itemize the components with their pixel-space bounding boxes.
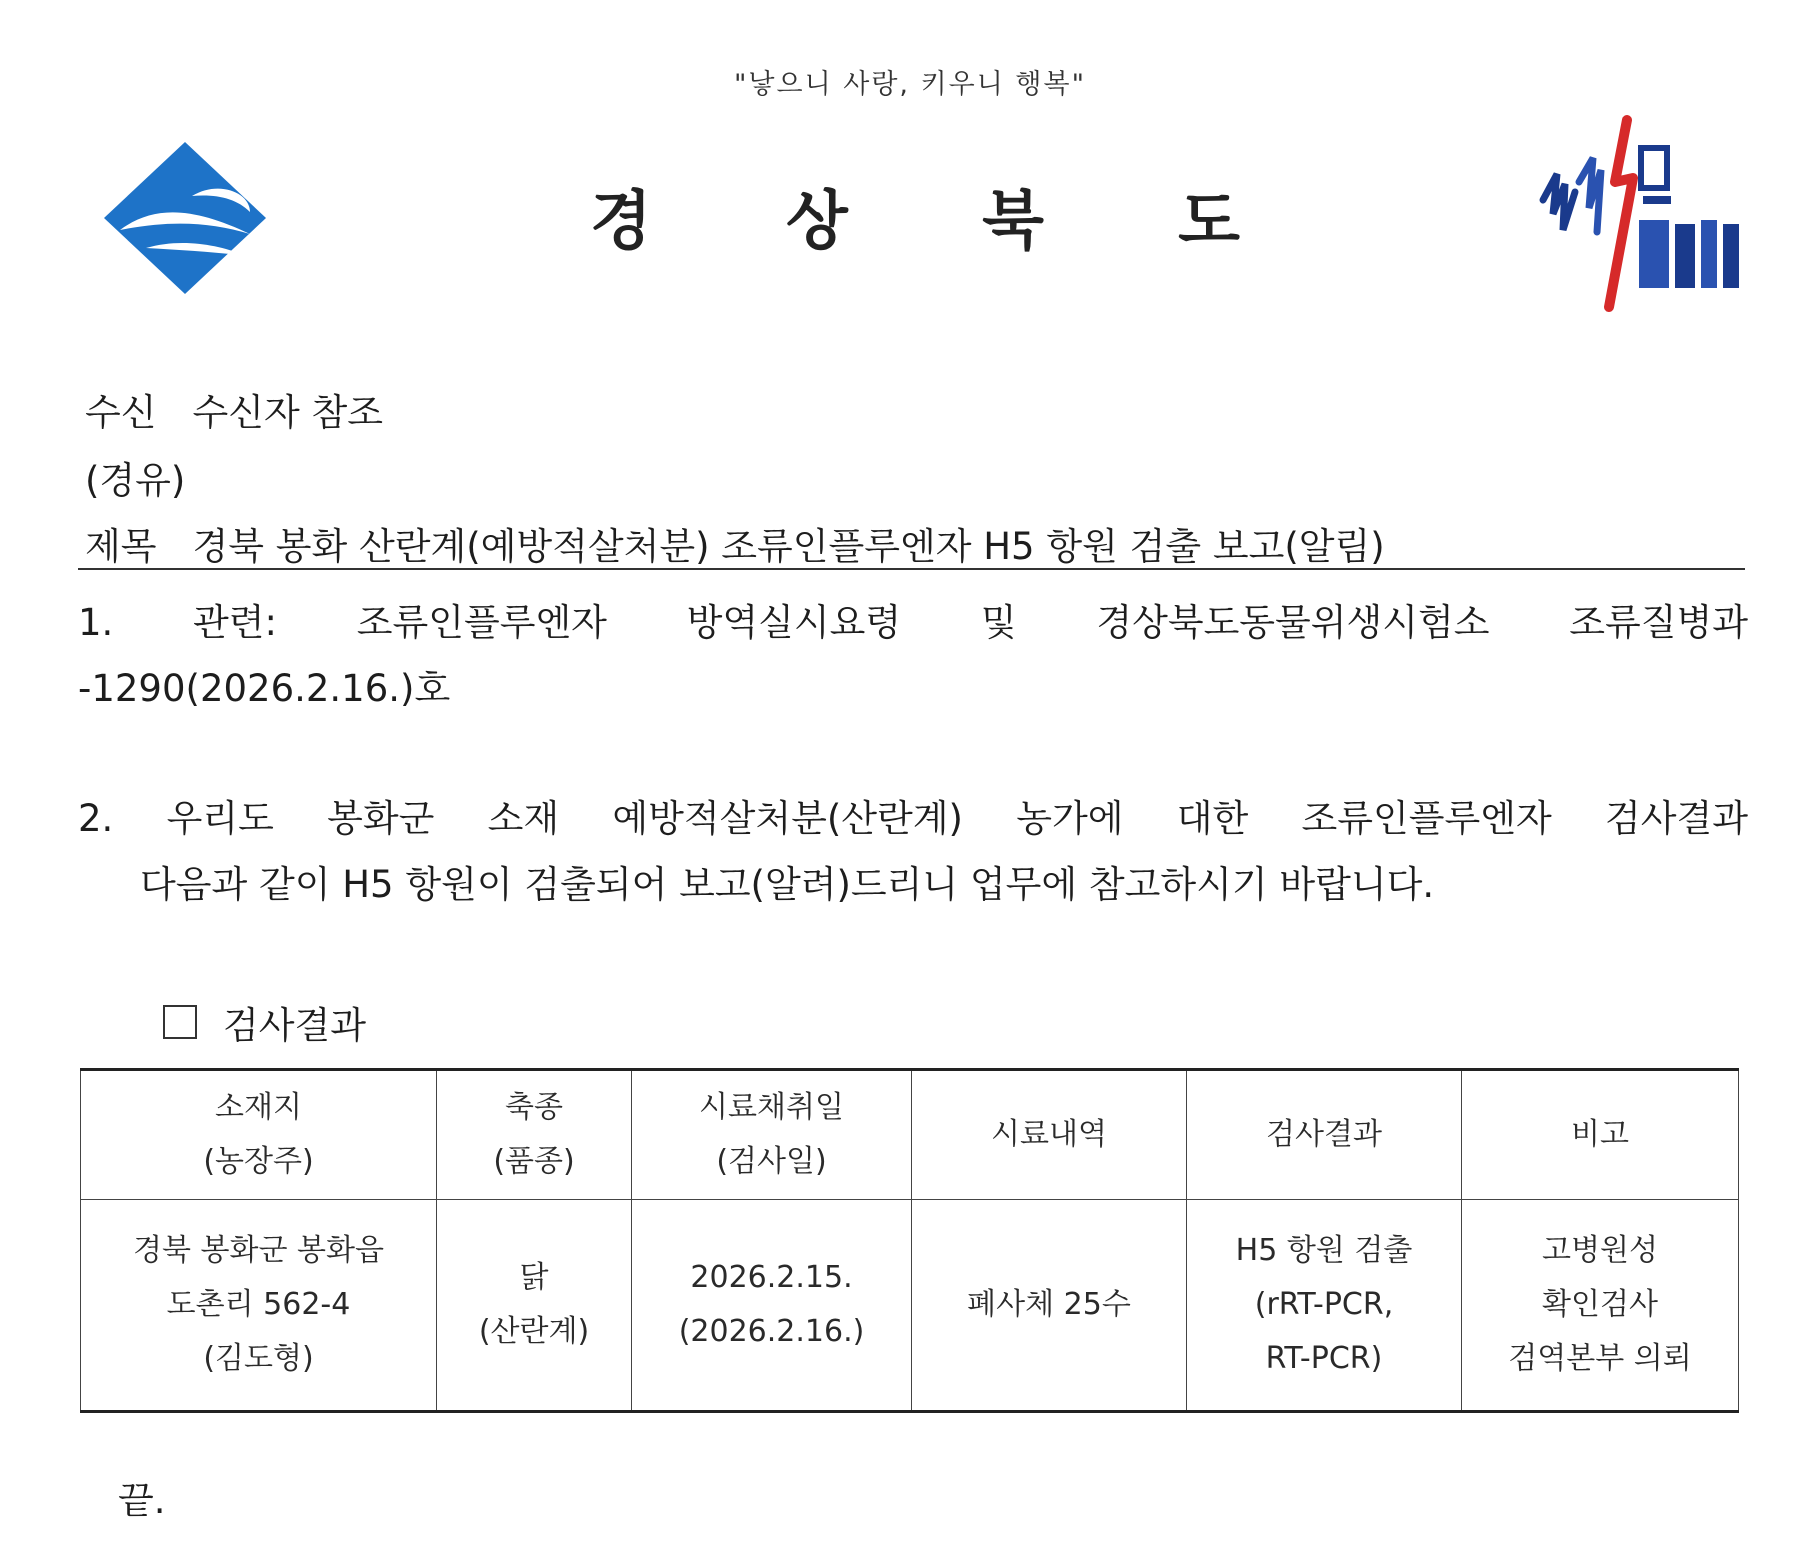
via-label: (경유) [85,459,186,502]
gyeongbuk-logo [100,138,270,298]
subject-value: 경북 봉화 산란계(예방적살처분) 조류인플루엔자 H5 항원 검출 보고(알림) [192,525,1385,568]
header-species [437,1070,632,1200]
closing-mark: 끝. [118,1479,166,1522]
subject-label: 제목 [85,525,157,568]
recipient-row [85,382,383,436]
cell-line: 비고 [1571,1117,1629,1152]
organization-title [590,170,1240,262]
cell-line: 확인검사 [1542,1287,1658,1322]
cell-line: (2026.2.16.) [678,1314,865,1349]
word: 1. [78,601,114,644]
government-3-0-logo [1535,112,1745,317]
cell-sample-details [912,1200,1187,1412]
cell-line: 시료채취일 [699,1090,844,1125]
word: 조류질병과 [1569,601,1748,644]
header-test-result [1187,1070,1462,1200]
paragraph-1-line-2: -1290(2026.2.16.)호 [78,667,451,710]
slogan: "낳으니 사랑, 키우니 행복" [734,69,1086,100]
cell-line: 고병원성 [1542,1233,1658,1268]
paragraph-2 [78,786,1748,918]
word: 방역실시요령 [686,601,902,644]
cell-line: 폐사체 25수 [967,1287,1131,1322]
cell-line: (산란계) [478,1314,590,1349]
word: 우리도 [166,797,274,840]
cell-line: 도촌리 562-4 [166,1287,351,1322]
header-sampling-date [632,1070,912,1200]
paragraph-2-line-1 [78,786,1748,852]
cell-line: (농장주) [203,1144,314,1179]
org-title-char: 도 [1178,185,1240,259]
word: 2. [78,797,114,840]
section-title: 검사결과 [223,1004,366,1047]
word: 대한 [1176,797,1249,840]
word: 검사결과 [1605,797,1748,840]
cell-line: (김도형) [203,1341,314,1376]
test-result-table [80,1068,1739,1413]
header-divider [78,568,1745,570]
cell-line: 경북 봉화군 봉화읍 [133,1233,384,1268]
word: 경상북도동물위생시험소 [1096,601,1490,644]
header-remarks [1462,1070,1739,1200]
word: 예방적살처분(산란계) [612,797,963,840]
word: 관련: [193,601,277,644]
org-title-char: 상 [786,185,848,259]
word: 농가에 [1016,797,1124,840]
cell-line: 검사결과 [1266,1117,1382,1152]
word: 조류인플루엔자 [1301,797,1552,840]
cell-species [437,1200,632,1412]
word: 봉화군 [327,797,435,840]
via-row [85,450,185,504]
cell-line: (검사일) [716,1144,827,1179]
cell-remarks [1462,1200,1739,1412]
paragraph-1-line-1 [78,590,1748,656]
org-title-char: 경 [590,185,652,259]
cell-test-result [1187,1200,1462,1412]
table-header-row [81,1070,1739,1200]
header-sample-details [912,1070,1187,1200]
cell-sampling-date [632,1200,912,1412]
cell-line: 축종 [505,1090,563,1125]
cell-line: 소재지 [215,1090,302,1125]
paragraph-2-line-2: 다음과 같이 H5 항원이 검출되어 보고(알려)드리니 업무에 참고하시기 바랍니다. [140,863,1435,906]
table-row [81,1200,1739,1412]
subject-row [85,516,1385,570]
header-location [81,1070,437,1200]
cell-location [81,1200,437,1412]
word: 및 [980,601,1017,644]
section-heading [163,995,366,1049]
cell-line: 2026.2.15. [690,1260,853,1295]
cell-line: RT-PCR) [1265,1341,1383,1376]
square-bullet-icon [163,1005,197,1039]
cell-line: (품종) [493,1144,575,1179]
cell-line: 닭 [519,1260,549,1295]
paragraph-1 [78,590,1748,722]
cell-line: 시료내역 [991,1117,1107,1152]
cell-line: (rRT-PCR, [1254,1287,1394,1322]
word: 소재 [487,797,560,840]
recipient-value: 수신자 참조 [192,391,383,434]
cell-line: 검역본부 의뢰 [1508,1341,1692,1376]
recipient-label: 수신 [85,391,157,434]
org-title-char: 북 [982,185,1044,259]
cell-line: H5 항원 검출 [1235,1233,1413,1268]
word: 조류인플루엔자 [356,601,607,644]
